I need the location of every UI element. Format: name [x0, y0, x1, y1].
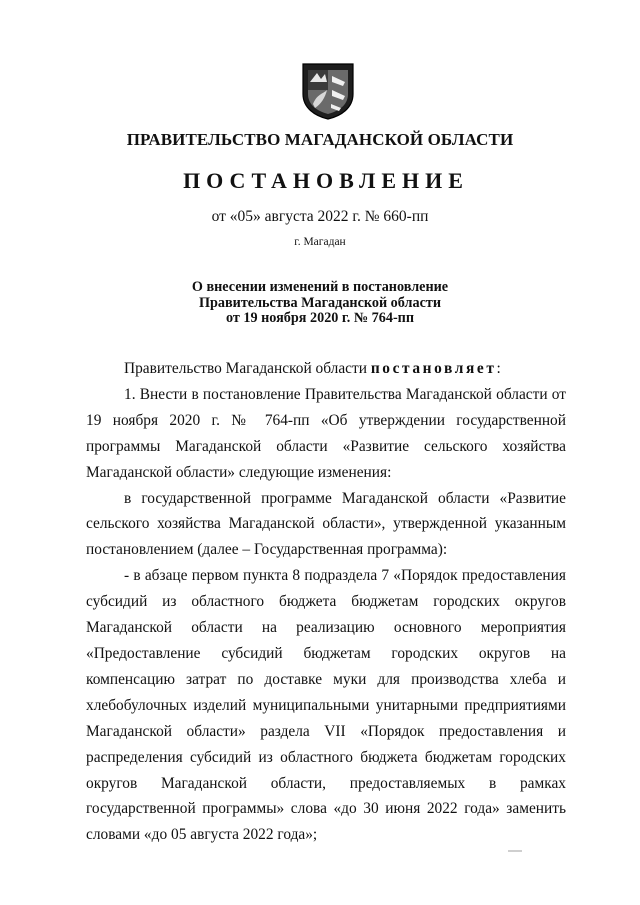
document-type: ПОСТАНОВЛЕНИЕ — [183, 168, 469, 193]
paragraph-2: в государственной программе Магаданской области «Развитие сельского хозяйства Магаданской области», утвержденной указанным постановлением (далее – Государственная программа): — [86, 489, 566, 559]
paragraph-3: - в абзаце первом пункта 8 подраздела 7 «Порядок предоставления субсидий из областного бюджета бюджетам городских округов Магаданской области на реализацию основного мероприятия «Предоставление субсидий бюджетам городских округов на компенсацию затрат по доставке муки для производства хлеба и хлебобулочных изделий муниципальными унитарными предприятиями Магаданской области» раздела VII «Порядок предоставления и распределения субсидий из областного бюджета бюджетам городских округов Магаданской области, предоставляемых в рамках государственной программы» слова «до 30 июня 2022 года» заменить словами «до 05 августа 2022 года»; — [86, 567, 566, 844]
intro-colon: : — [496, 360, 501, 377]
title-line-3: от 19 ноября 2020 г. № 764-пп — [225, 310, 415, 326]
document-date-number: от «05» августа 2022 г. № 660-пп — [211, 208, 429, 225]
intro-text: Правительство Магаданской области — [124, 360, 367, 377]
coat-of-arms-icon — [299, 60, 357, 120]
government-name: ПРАВИТЕЛЬСТВО МАГАДАНСКОЙ ОБЛАСТИ — [126, 130, 514, 149]
scan-mark — [508, 850, 522, 852]
intro-paragraph — [86, 356, 566, 382]
title-line-2: Правительства Магаданской области — [198, 294, 442, 311]
intro-emphasis: постановляет — [370, 360, 497, 377]
document-title — [0, 280, 640, 327]
title-line-1: О внесении изменений в постановление — [191, 279, 449, 295]
document-body — [86, 356, 566, 848]
document-city: г. Магадан — [294, 236, 346, 248]
paragraph-1: 1. Внести в постановление Правительства Магаданской области от 19 ноября 2020 г. № 764-пп «Об утверждении государственной программы Магаданской области «Развитие сельского хозяйства Магаданской области» следующие изменения: — [86, 385, 566, 481]
